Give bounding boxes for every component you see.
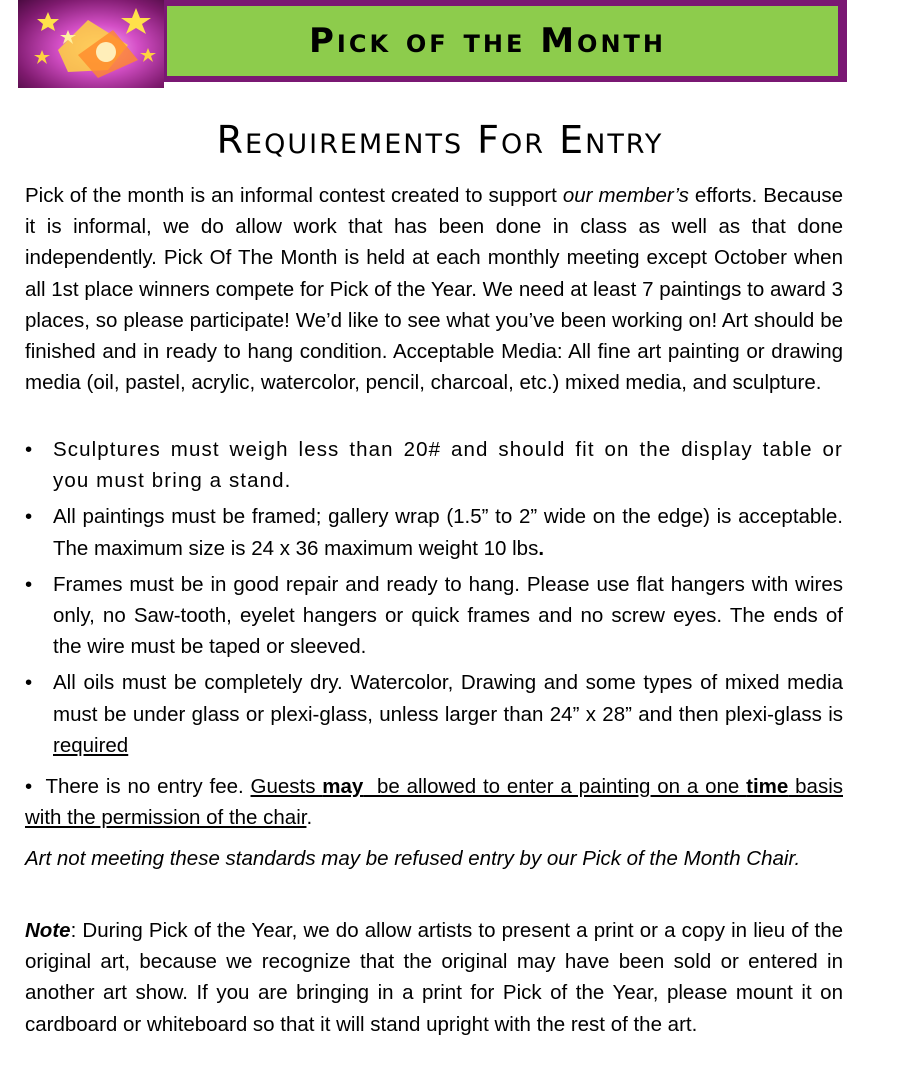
refusal-notice: Art not meeting these standards may be refused entry by our Pick of the Month Chair. <box>25 847 801 870</box>
list-item <box>25 569 843 663</box>
intro-text-start: Pick of the month is an informal contest created to support <box>25 184 563 207</box>
list-item-text: Frames must be in good repair and ready to hang. Please use flat hangers with wires only, no Saw-tooth, eyelet hangers or quick frames and no screw eyes. The ends of the wire must be taped or sleeved. <box>53 572 843 659</box>
header-image <box>18 0 164 88</box>
requirements-list <box>25 434 843 766</box>
fee-bold-may: may <box>322 775 364 798</box>
note-text: : During Pick of the Year, we do allow artists to present a print or a copy in lieu of the original art, because we recognize that the original may have been sold or entered in another art show. If you are bringing in a print for Pick of the Year, please mount it on cardboard or whiteboard so that it will stand upright with the rest of the art. <box>25 919 843 1036</box>
list-item-bold-period: . <box>538 536 545 560</box>
entry-fee-paragraph <box>25 771 843 833</box>
list-item <box>25 434 843 496</box>
page-title: Requirements For Entry <box>216 118 664 162</box>
list-item-text: All oils must be completely dry. Watercolor, Drawing and some types of mixed media must be under glass or plexi-glass, unless larger than 24” x 28” and then plexi-glass is <box>53 671 843 726</box>
note-label: Note <box>25 919 71 942</box>
list-item <box>25 667 843 761</box>
intro-text-rest: efforts. Because it is informal, we do allow work that has been done in class as well as that done independently. Pick Of The Month is held at each monthly meeting except October when all 1st place winners compete for Pick of the Year. We need at least 7 paintings to award 3 places, so please participate! We’d like to see what you’ve been working on! Art should be finished and in ready to hang condition. Acceptable Media: All fine art painting or drawing media (oil, pastel, acrylic, watercolor, pencil, charcoal, etc.) mixed media, and sculpture. <box>25 184 843 395</box>
fee-end: . <box>306 806 313 830</box>
stars-burst-icon <box>18 0 164 88</box>
fee-u1: Guests <box>250 775 323 798</box>
intro-italic: our member’s <box>562 184 689 207</box>
fee-bullet: • <box>25 775 33 798</box>
list-item-text: Sculptures must weigh less than 20# and should fit on the display table or you must bring a stand. <box>53 438 843 493</box>
intro-paragraph <box>25 180 843 398</box>
note-paragraph <box>25 915 843 1040</box>
header-banner <box>167 6 838 76</box>
fee-bold-time: time <box>746 775 789 798</box>
fee-u3: basis with the permission of the chair <box>25 775 843 830</box>
list-item-text: All paintings must be framed; gallery wrap (1.5” to 2” wide on the edge) is acceptable. The maximum size is 24 x 36 maximum weight 10 lbs <box>53 505 843 560</box>
fee-u2: be allowed to enter a painting on a one <box>363 775 747 798</box>
list-item <box>25 501 843 563</box>
fee-plain-text: There is no entry fee. <box>32 775 251 798</box>
banner-title: Pick of the Month <box>309 21 666 61</box>
required-underlined: required <box>53 733 129 757</box>
